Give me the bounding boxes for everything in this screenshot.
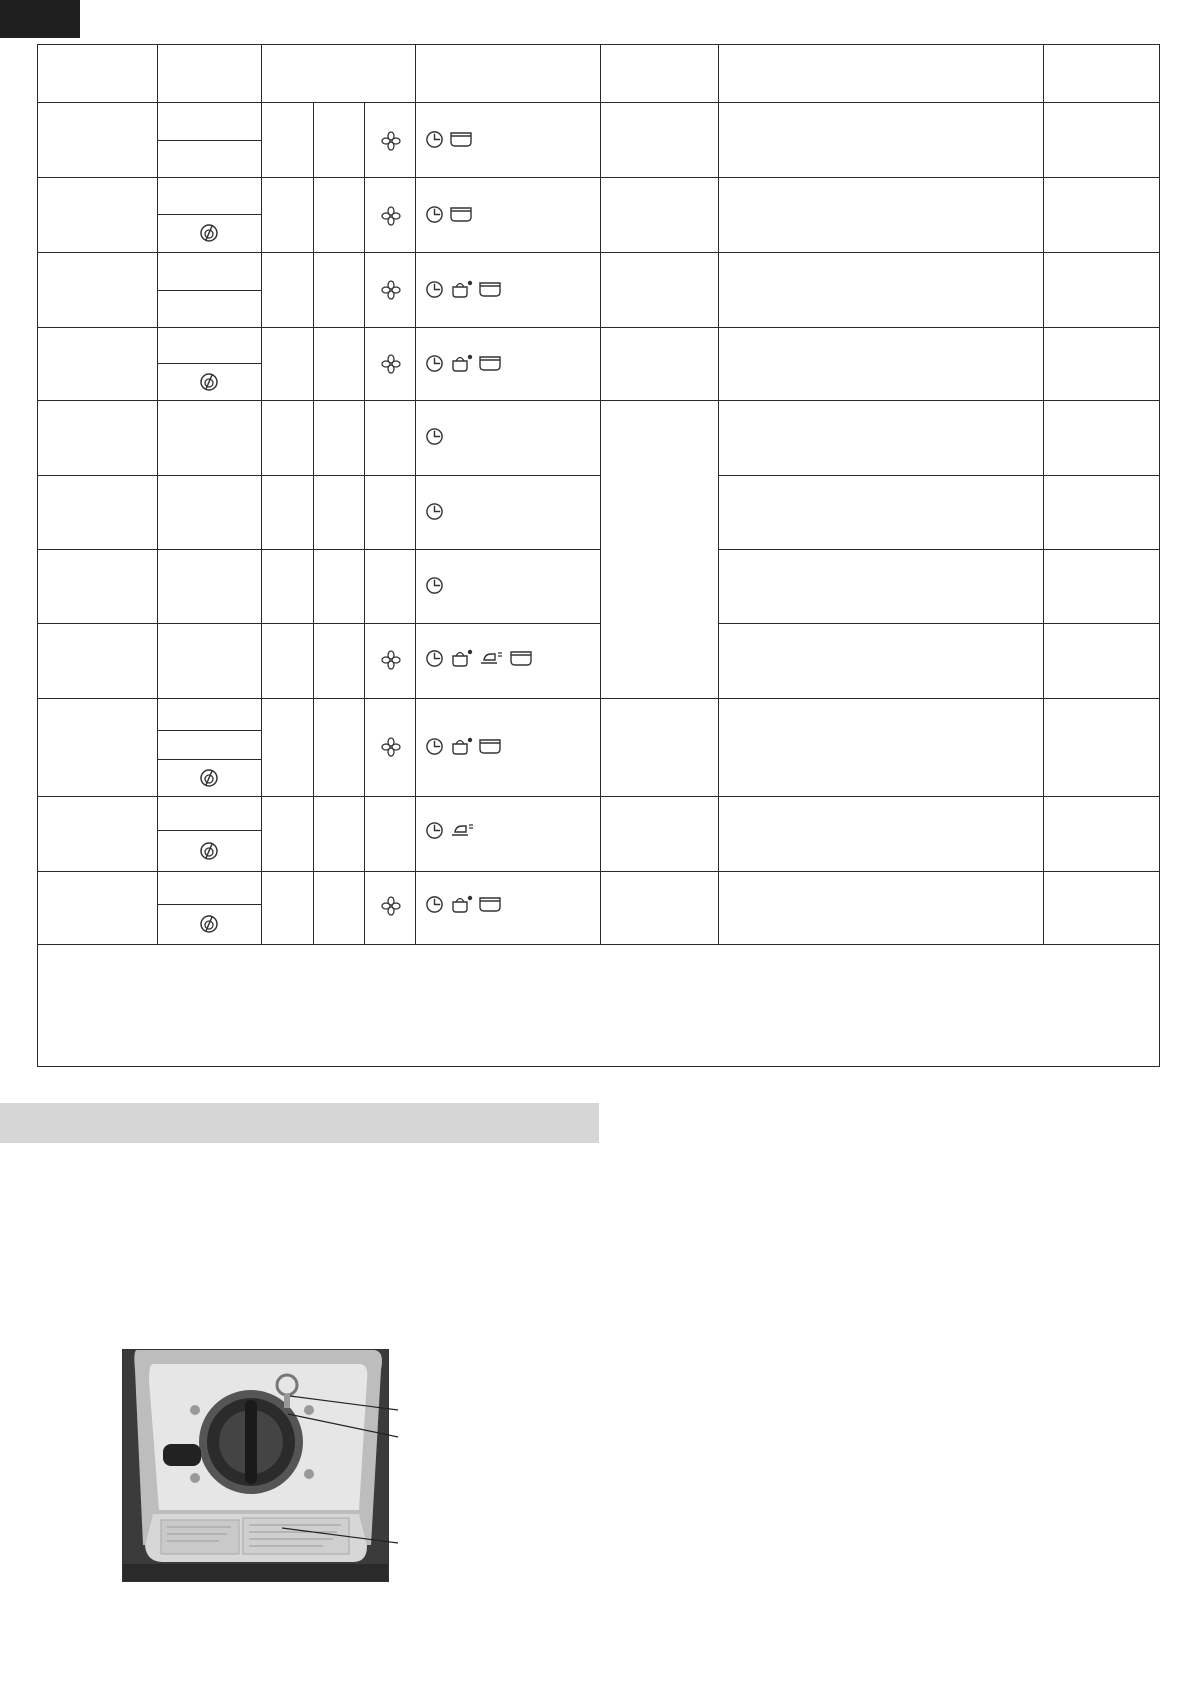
table-rule — [37, 177, 1160, 178]
fan-icon — [381, 280, 401, 300]
table-subrule — [157, 140, 261, 141]
no-dry-icon — [199, 372, 219, 392]
clock-icon — [425, 205, 444, 224]
care-icons — [425, 279, 502, 299]
tub-icon — [478, 738, 502, 755]
table-subrule — [157, 290, 261, 291]
section-header-bar — [0, 1103, 599, 1143]
table-rule — [37, 871, 1160, 872]
table-rule — [37, 44, 38, 1066]
table-rule — [37, 1066, 1160, 1067]
softener-icon — [449, 648, 473, 668]
table-rule — [37, 102, 1160, 103]
table-rule — [37, 400, 1160, 401]
table-rule — [37, 327, 1160, 328]
fan-icon — [381, 131, 401, 151]
softener-icon — [449, 279, 473, 299]
table-rule — [718, 44, 719, 944]
fan-icon — [381, 896, 401, 916]
no-dry-icon — [199, 768, 219, 788]
softener-icon — [449, 353, 473, 373]
care-icons — [425, 736, 502, 756]
clock-icon — [425, 821, 444, 840]
care-icons — [425, 821, 475, 840]
care-icons — [425, 353, 502, 373]
table-subrule — [157, 730, 261, 731]
table-subrule — [157, 363, 261, 364]
tub-icon — [478, 896, 502, 913]
table-rule — [261, 44, 262, 944]
table-rule — [718, 475, 1160, 476]
corner-tab — [0, 0, 80, 38]
care-icons — [425, 130, 473, 149]
clock-icon — [425, 427, 444, 446]
table-rule — [157, 44, 158, 944]
table-subrule — [157, 904, 261, 905]
tub-icon — [478, 355, 502, 372]
table-rule — [313, 102, 314, 944]
program-table — [37, 44, 1160, 1066]
care-icons — [425, 648, 533, 668]
table-rule — [364, 102, 365, 944]
table-rule — [37, 796, 1160, 797]
table-subrule — [157, 214, 261, 215]
no-dry-icon — [199, 841, 219, 861]
care-icons — [425, 205, 473, 224]
care-icons — [425, 576, 444, 595]
fan-icon — [381, 650, 401, 670]
table-rule — [37, 623, 600, 624]
clock-icon — [425, 576, 444, 595]
table-rule — [37, 475, 600, 476]
no-dry-icon — [199, 223, 219, 243]
tub-icon — [509, 650, 533, 667]
tub-icon — [449, 206, 473, 223]
clock-icon — [425, 895, 444, 914]
table-subrule — [157, 830, 261, 831]
table-rule — [415, 44, 416, 944]
table-rule — [600, 44, 601, 944]
table-rule — [1159, 44, 1160, 1066]
fan-icon — [381, 206, 401, 226]
softener-icon — [449, 894, 473, 914]
table-rule — [37, 44, 1160, 45]
table-rule — [718, 623, 1160, 624]
fan-icon — [381, 737, 401, 757]
no-dry-icon — [199, 914, 219, 934]
clock-icon — [425, 737, 444, 756]
table-rule — [1043, 44, 1044, 944]
clock-icon — [425, 354, 444, 373]
table-subrule — [157, 759, 261, 760]
fan-icon — [381, 354, 401, 374]
table-rule — [37, 549, 600, 550]
tub-icon — [449, 131, 473, 148]
table-rule — [37, 698, 1160, 699]
care-icons — [425, 894, 502, 914]
callout-line-2 — [288, 1414, 398, 1437]
clock-icon — [425, 280, 444, 299]
callout-leaders — [270, 1380, 410, 1560]
care-icons — [425, 502, 444, 521]
tub-icon — [478, 281, 502, 298]
care-icons — [425, 427, 444, 446]
clock-icon — [425, 130, 444, 149]
table-rule — [37, 944, 1160, 945]
table-rule — [718, 549, 1160, 550]
callout-line-3 — [282, 1528, 398, 1543]
iron-icon — [478, 649, 504, 668]
callout-line-1 — [290, 1396, 398, 1410]
iron-icon — [449, 821, 475, 840]
clock-icon — [425, 649, 444, 668]
clock-icon — [425, 502, 444, 521]
softener-icon — [449, 736, 473, 756]
table-rule — [37, 252, 1160, 253]
